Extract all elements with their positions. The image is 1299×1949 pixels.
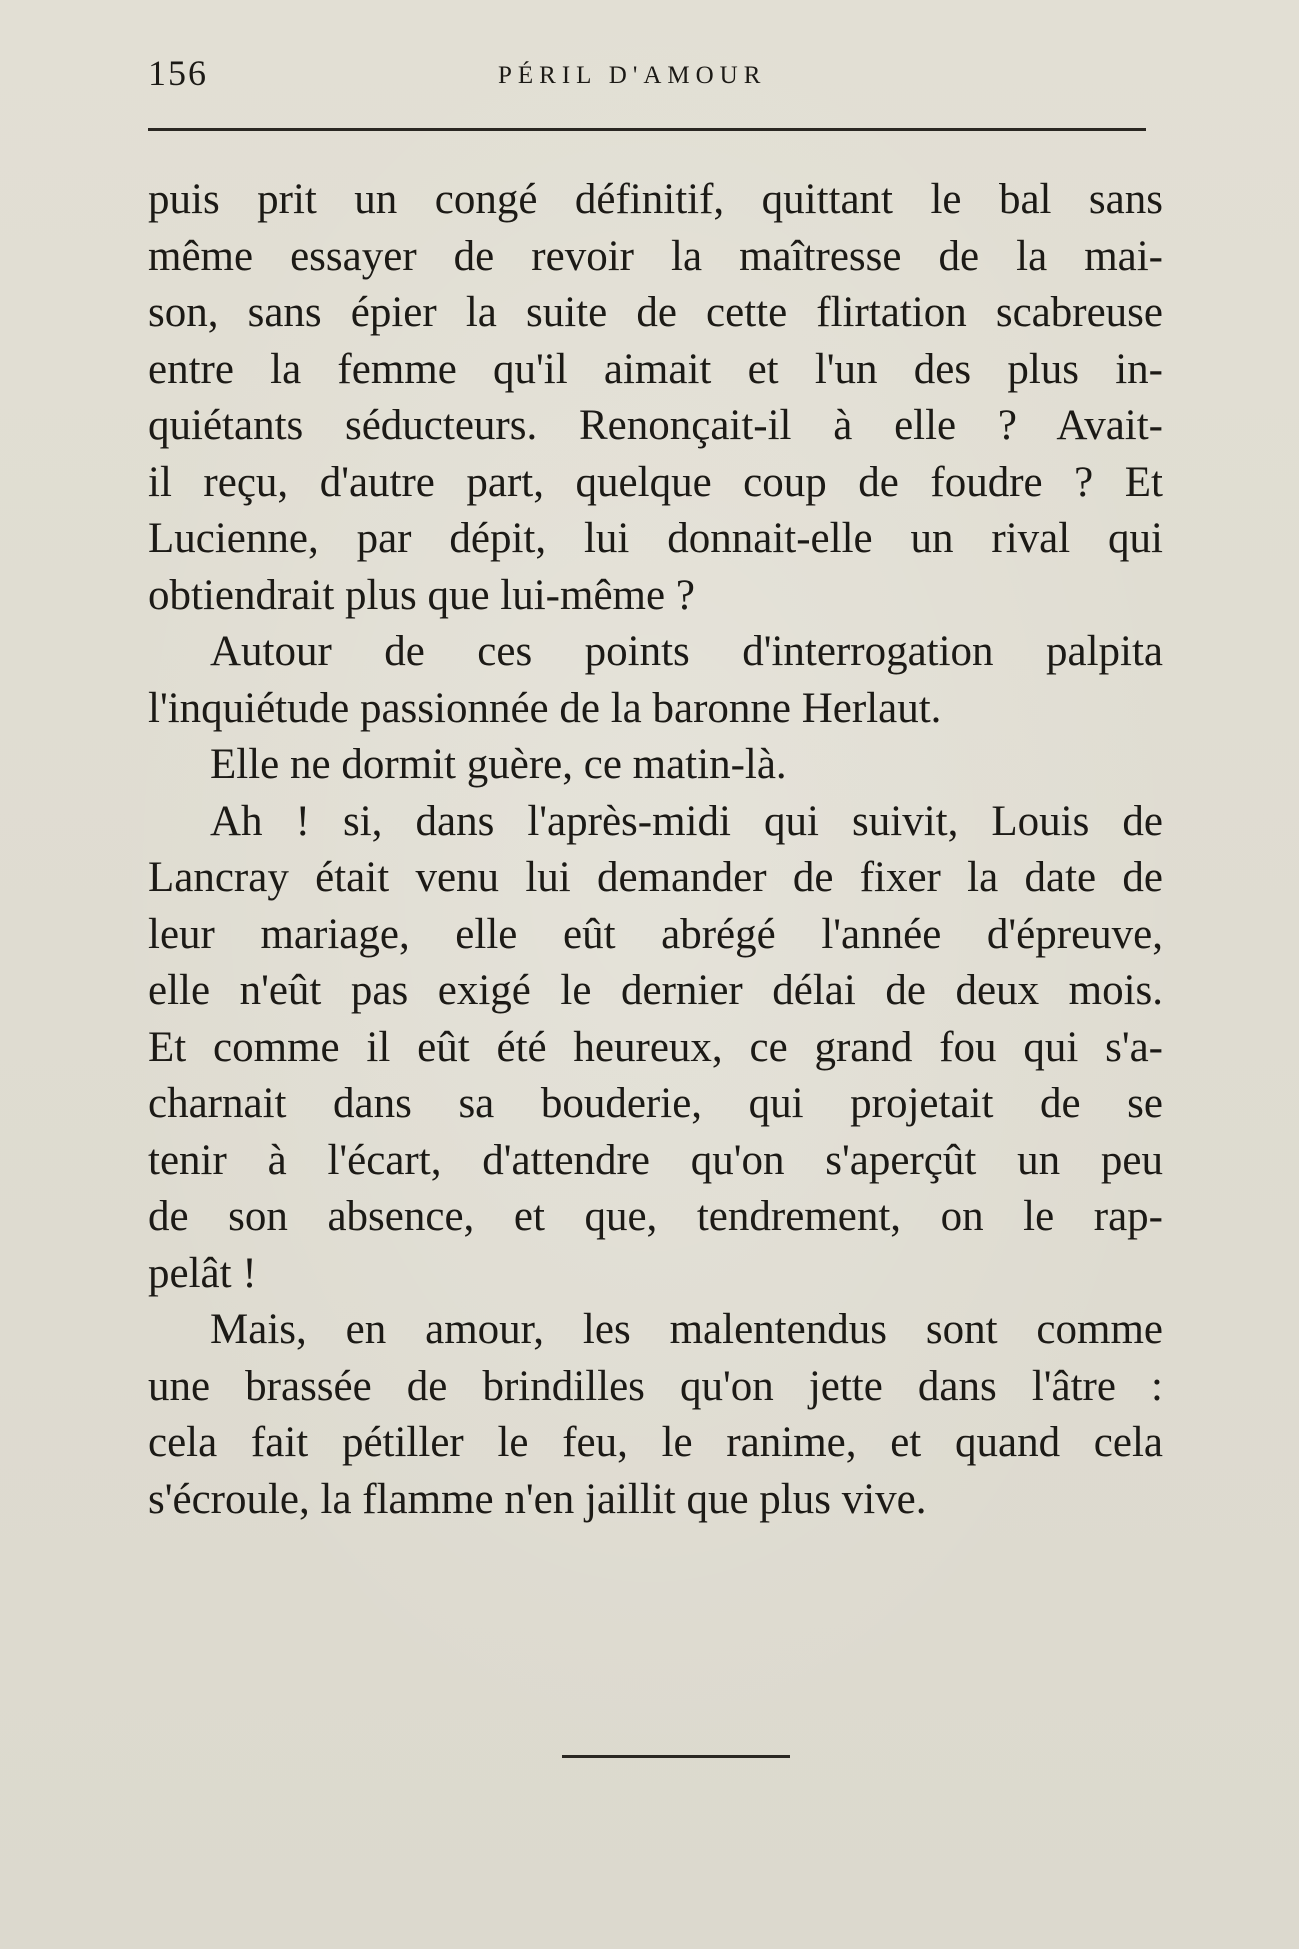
body-text <box>148 172 1163 1528</box>
text-line: une brassée de brindilles qu'on jette dans l'âtre : <box>148 1362 1163 1410</box>
running-title: PÉRIL D'AMOUR <box>498 62 767 89</box>
text-line: s'écroule, la flamme n'en jaillit que plus vive. <box>148 1475 927 1523</box>
paragraph <box>148 794 1163 1303</box>
paragraph <box>148 737 1163 794</box>
running-head <box>148 52 1148 102</box>
text-line: tenir à l'écart, d'attendre qu'on s'aperçût un peu <box>148 1136 1163 1184</box>
text-line: de son absence, et que, tendrement, on le rap- <box>148 1193 1163 1240</box>
paragraph <box>148 624 1163 737</box>
text-line: Elle ne dormit guère, ce matin-là. <box>210 741 787 788</box>
text-line: il reçu, d'autre part, quelque coup de foudre ? Et <box>148 458 1163 506</box>
text-line: elle n'eût pas exigé le dernier délai de deux mois. <box>148 967 1163 1014</box>
text-line: charnait dans sa bouderie, qui projetait de se <box>148 1080 1163 1127</box>
text-line: entre la femme qu'il aimait et l'un des plus in- <box>148 345 1163 393</box>
text-line: quiétants séducteurs. Renonçait-il à elle ? Avait- <box>148 402 1163 449</box>
text-line: obtiendrait plus que lui-même ? <box>148 571 695 619</box>
text-line: même essayer de revoir la maîtresse de la mai- <box>148 232 1163 280</box>
text-line: leur mariage, elle eût abrégé l'année d'épreuve, <box>148 910 1163 958</box>
text-line: cela fait pétiller le feu, le ranime, et quand cela <box>148 1419 1163 1466</box>
paragraph <box>148 172 1163 624</box>
text-line: pelât ! <box>148 1249 257 1297</box>
text-line: l'inquiétude passionnée de la baronne Herlaut. <box>148 684 942 732</box>
text-line: puis prit un congé définitif, quittant le bal sans <box>148 176 1163 223</box>
text-line: Et comme il eût été heureux, ce grand fou qui s'a- <box>148 1023 1163 1071</box>
text-line: Lucienne, par dépit, lui donnait-elle un rival qui <box>148 515 1163 562</box>
paragraph <box>148 1302 1163 1528</box>
text-line: Lancray était venu lui demander de fixer la date de <box>148 854 1163 901</box>
page-number: 156 <box>148 53 208 93</box>
header-rule <box>148 128 1146 131</box>
chapter-end-rule <box>562 1755 790 1758</box>
text-line: Mais, en amour, les malentendus sont comme <box>210 1306 1163 1353</box>
text-line: son, sans épier la suite de cette flirtation scabreuse <box>148 289 1163 336</box>
text-line: Autour de ces points d'interrogation palpita <box>210 628 1163 675</box>
text-line: Ah ! si, dans l'après-midi qui suivit, Louis de <box>210 797 1163 845</box>
